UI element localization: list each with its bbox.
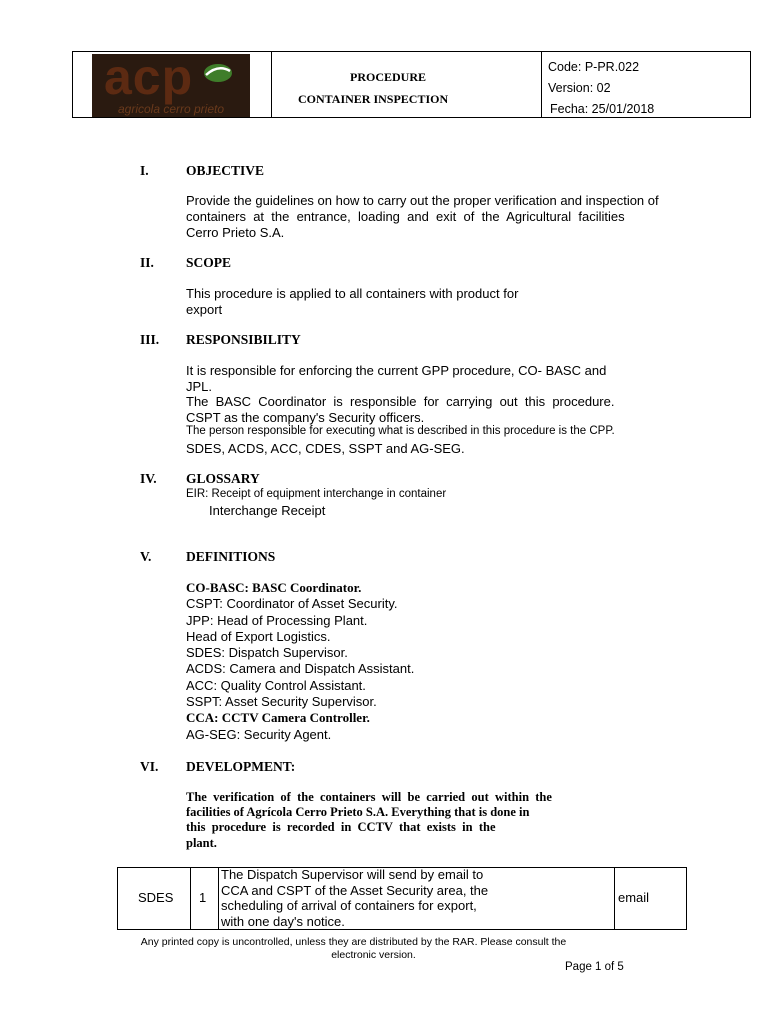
procedure-label: PROCEDURE	[350, 70, 427, 84]
section-title-objective: OBJECTIVE	[186, 163, 265, 178]
table-cell-description	[221, 867, 488, 929]
definition-item: Head of Export Logistics.	[186, 628, 331, 644]
responsibility-line: JPL.	[186, 379, 213, 394]
objective-line: containers at the entrance, loading and exit of the Agricultural facilities	[186, 209, 625, 224]
table-divider	[218, 868, 219, 929]
responsibility-line: CSPT as the company's Security officers.	[186, 410, 425, 425]
development-line: facilities of Agrícola Cerro Prieto S.A. Everything that is done in	[186, 805, 530, 819]
description-line: scheduling of arrival of containers for export,	[221, 898, 477, 913]
description-line: CCA and CSPT of the Asset Security area, the	[221, 882, 489, 898]
document-date: Fecha: 25/01/2018	[550, 102, 655, 116]
table-cell-step: 1	[199, 890, 207, 905]
responsibility-line: The BASC Coordinator is responsible for carrying out this procedure.	[186, 394, 615, 409]
definitions-list	[186, 580, 414, 743]
responsibility-roles: SDES, ACDS, ACC, CDES, SSPT and AG-SEG.	[186, 441, 465, 456]
table-divider	[190, 868, 191, 929]
footer-disclaimer-cont: electronic version.	[331, 949, 416, 961]
section-number: II.	[140, 255, 154, 270]
definition-item: CSPT: Coordinator of Asset Security.	[186, 596, 398, 612]
section-number: III.	[140, 332, 160, 347]
document-code: Code: P-PR.022	[548, 60, 640, 74]
header-divider-2	[541, 52, 542, 117]
development-line: this procedure is recorded in CCTV that exists in the	[186, 820, 496, 834]
glossary-item-continued: Interchange Receipt	[209, 503, 326, 518]
definition-item: ACDS: Camera and Dispatch Assistant.	[186, 661, 415, 677]
definition-item: JPP: Head of Processing Plant.	[186, 612, 368, 628]
section-title-definitions: DEFINITIONS	[186, 549, 276, 564]
development-line: plant.	[186, 836, 217, 850]
table-divider	[614, 868, 615, 929]
section-number: I.	[140, 163, 149, 178]
section-title-glossary: GLOSSARY	[186, 471, 260, 486]
objective-line: Cerro Prieto S.A.	[186, 225, 285, 240]
document-version: Version: 02	[548, 81, 611, 95]
scope-line: export	[186, 302, 223, 317]
description-line: with one day's notice.	[221, 913, 345, 929]
definition-item: SDES: Dispatch Supervisor.	[186, 645, 348, 661]
scope-line: This procedure is applied to all containers with product for	[186, 286, 519, 301]
section-number: V.	[140, 549, 152, 564]
definition-item: CO-BASC: BASC Coordinator.	[186, 580, 362, 595]
table-cell-medium: email	[618, 890, 650, 905]
definition-item: SSPT: Asset Security Supervisor.	[186, 694, 377, 710]
development-line: The verification of the containers will be carried out within the	[186, 790, 552, 804]
section-title-scope: SCOPE	[186, 255, 232, 270]
footer-disclaimer: Any printed copy is uncontrolled, unless they are distributed by the RAR. Please consult the	[140, 936, 567, 948]
responsibility-line: It is responsible for enforcing the current GPP procedure, CO- BASC and	[186, 363, 607, 378]
objective-line: Provide the guidelines on how to carry out the proper verification and inspection of	[186, 193, 659, 208]
description-line: The Dispatch Supervisor will send by email to	[221, 867, 484, 882]
company-logo	[92, 49, 250, 117]
procedure-name: CONTAINER INSPECTION	[298, 92, 449, 106]
definition-item: AG-SEG: Security Agent.	[186, 726, 332, 742]
glossary-item: EIR: Receipt of equipment interchange in container	[186, 488, 447, 500]
logo-subtitle: agricola cerro prieto	[117, 102, 225, 116]
header-divider-1	[271, 52, 272, 117]
definition-item: CCA: CCTV Camera Controller.	[186, 710, 370, 726]
section-number: VI.	[140, 759, 159, 774]
logo-wordmark: acp	[104, 49, 194, 105]
page-number: Page 1 of 5	[565, 961, 624, 973]
section-title-responsibility: RESPONSIBILITY	[186, 332, 301, 347]
responsibility-note: The person responsible for executing what is described in this procedure is the CPP.	[186, 425, 615, 437]
table-cell-role: SDES	[138, 890, 174, 905]
section-number: IV.	[140, 471, 157, 486]
definition-item: ACC: Quality Control Assistant.	[186, 677, 366, 693]
section-title-development: DEVELOPMENT:	[186, 759, 296, 774]
leaf-icon	[202, 62, 234, 84]
